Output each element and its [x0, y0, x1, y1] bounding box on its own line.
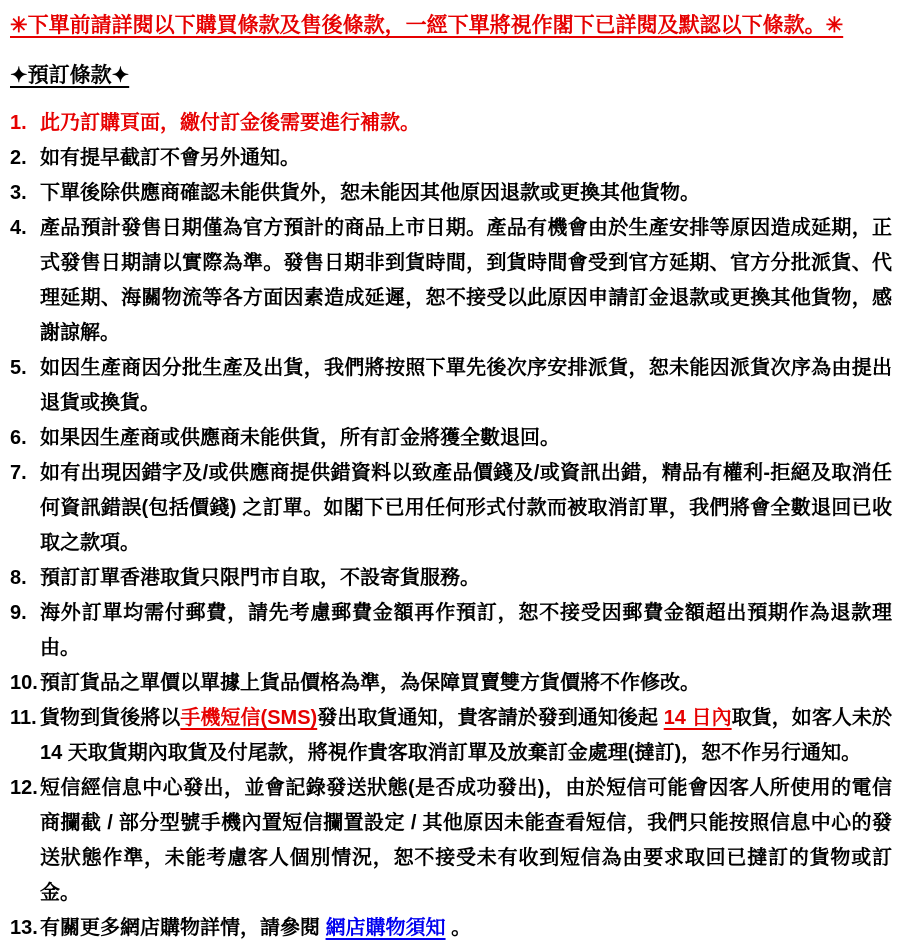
term-text-segment: 此乃訂購頁面，繳付訂金後需要進行補款。 — [40, 112, 420, 134]
term-number: 10. — [10, 672, 38, 694]
term-item — [10, 701, 892, 771]
term-number: 8. — [10, 567, 27, 589]
term-text — [40, 112, 420, 134]
red-underline-text: 14 日內 — [663, 707, 732, 729]
term-item — [10, 211, 892, 351]
term-text-segment: 有關更多網店購物詳情，請參閱 — [40, 917, 326, 939]
term-number: 6. — [10, 427, 27, 449]
red-underline-text: 手機短信(SMS) — [180, 707, 318, 729]
store-shopping-guide-link[interactable]: 網店購物須知 — [325, 917, 446, 939]
term-text-segment: 。 — [445, 917, 472, 939]
term-number: 11. — [10, 707, 37, 729]
term-item — [10, 771, 892, 911]
term-text-segment: 如有出現因錯字及/或供應商提供錯資料以致產品價錢及/或資訊出錯，精品有權利-拒絕及取消任何資訊錯誤(包括價錢) 之訂單。如閣下已用任何形式付款而被取消訂單，我們將會全數退回已收取之款項。 — [40, 462, 892, 554]
term-text — [40, 462, 892, 554]
term-text-segment: 取貨，如客人未於 14 天取貨期內取貨及付尾款，將視作貴客取消訂單及放棄訂金處理(撻訂)，恕不作另行通知。 — [40, 707, 892, 764]
term-number: 3. — [10, 182, 27, 204]
term-text-segment: 產品預計發售日期僅為官方預計的商品上市日期。產品有機會由於生產安排等原因造成延期，正式發售日期請以實際為準。發售日期非到貨時間，到貨時間會受到官方延期、官方分批派貨、代理延期、海關物流等各方面因素造成延遲，恕不接受以此原因申請訂金退款或更換其他貨物，感謝諒解。 — [40, 217, 892, 344]
term-text — [40, 672, 700, 694]
term-number: 7. — [10, 462, 27, 484]
term-text — [40, 147, 300, 169]
term-number: 1. — [10, 112, 27, 134]
term-text-segment: 下單後除供應商確認未能供貨外，恕未能因其他原因退款或更換其他貨物。 — [40, 182, 700, 204]
purchase-notice-banner: ✳下單前請詳閱以下購買條款及售後條款，一經下單將視作閣下已詳閱及默認以下條款。✳ — [10, 14, 844, 37]
term-text — [40, 602, 892, 659]
term-text-segment: 如因生產商因分批生產及出貨，我們將按照下單先後次序安排派貨，恕未能因派貨次序為由提出退貨或換貨。 — [40, 357, 892, 414]
term-number: 9. — [10, 602, 27, 624]
terms-list — [10, 106, 892, 946]
term-number: 5. — [10, 357, 27, 379]
term-item — [10, 456, 892, 561]
term-text — [40, 917, 471, 939]
term-item — [10, 141, 892, 176]
term-text-segment: 發出取貨通知，貴客請於發到通知後起 — [317, 707, 664, 729]
term-text-segment: 如果因生產商或供應商未能供貨，所有訂金將獲全數退回。 — [40, 427, 560, 449]
term-item — [10, 351, 892, 421]
term-text — [40, 357, 892, 414]
term-text — [40, 567, 480, 589]
term-text — [40, 707, 892, 764]
term-text-segment: 預訂貨品之單價以單據上貨品價格為準，為保障買賣雙方貨價將不作修改。 — [40, 672, 700, 694]
term-number: 2. — [10, 147, 27, 169]
term-text-segment: 如有提早截訂不會另外通知。 — [40, 147, 300, 169]
term-item — [10, 106, 892, 141]
term-text — [40, 217, 892, 344]
term-number: 4. — [10, 217, 27, 239]
preorder-terms-heading: ✦預訂條款✦ — [10, 64, 130, 87]
term-text — [40, 427, 560, 449]
term-item — [10, 421, 892, 456]
term-item — [10, 911, 892, 946]
term-number: 13. — [10, 917, 38, 939]
term-text-segment: 預訂訂單香港取貨只限門市自取，不設寄貨服務。 — [40, 567, 480, 589]
term-text — [40, 182, 700, 204]
term-text-segment: 海外訂單均需付郵費，請先考慮郵費金額再作預訂，恕不接受因郵費金額超出預期作為退款理由。 — [40, 602, 892, 659]
term-text-segment: 短信經信息中心發出，並會記錄發送狀態(是否成功發出)，由於短信可能會因客人所使用的電信商攔截 / 部分型號手機內置短信攔置設定 / 其他原因未能查看短信，我們只能按照信息中心的發送狀態作準，未能考慮客人個別情況，恕不接受未有收到短信為由要求取回已撻訂的貨物或訂金。 — [40, 777, 892, 904]
term-text — [40, 777, 892, 904]
term-item — [10, 176, 892, 211]
term-item — [10, 596, 892, 666]
term-item — [10, 561, 892, 596]
term-item — [10, 666, 892, 701]
term-number: 12. — [10, 777, 38, 799]
term-text-segment: 貨物到貨後將以 — [40, 707, 181, 729]
